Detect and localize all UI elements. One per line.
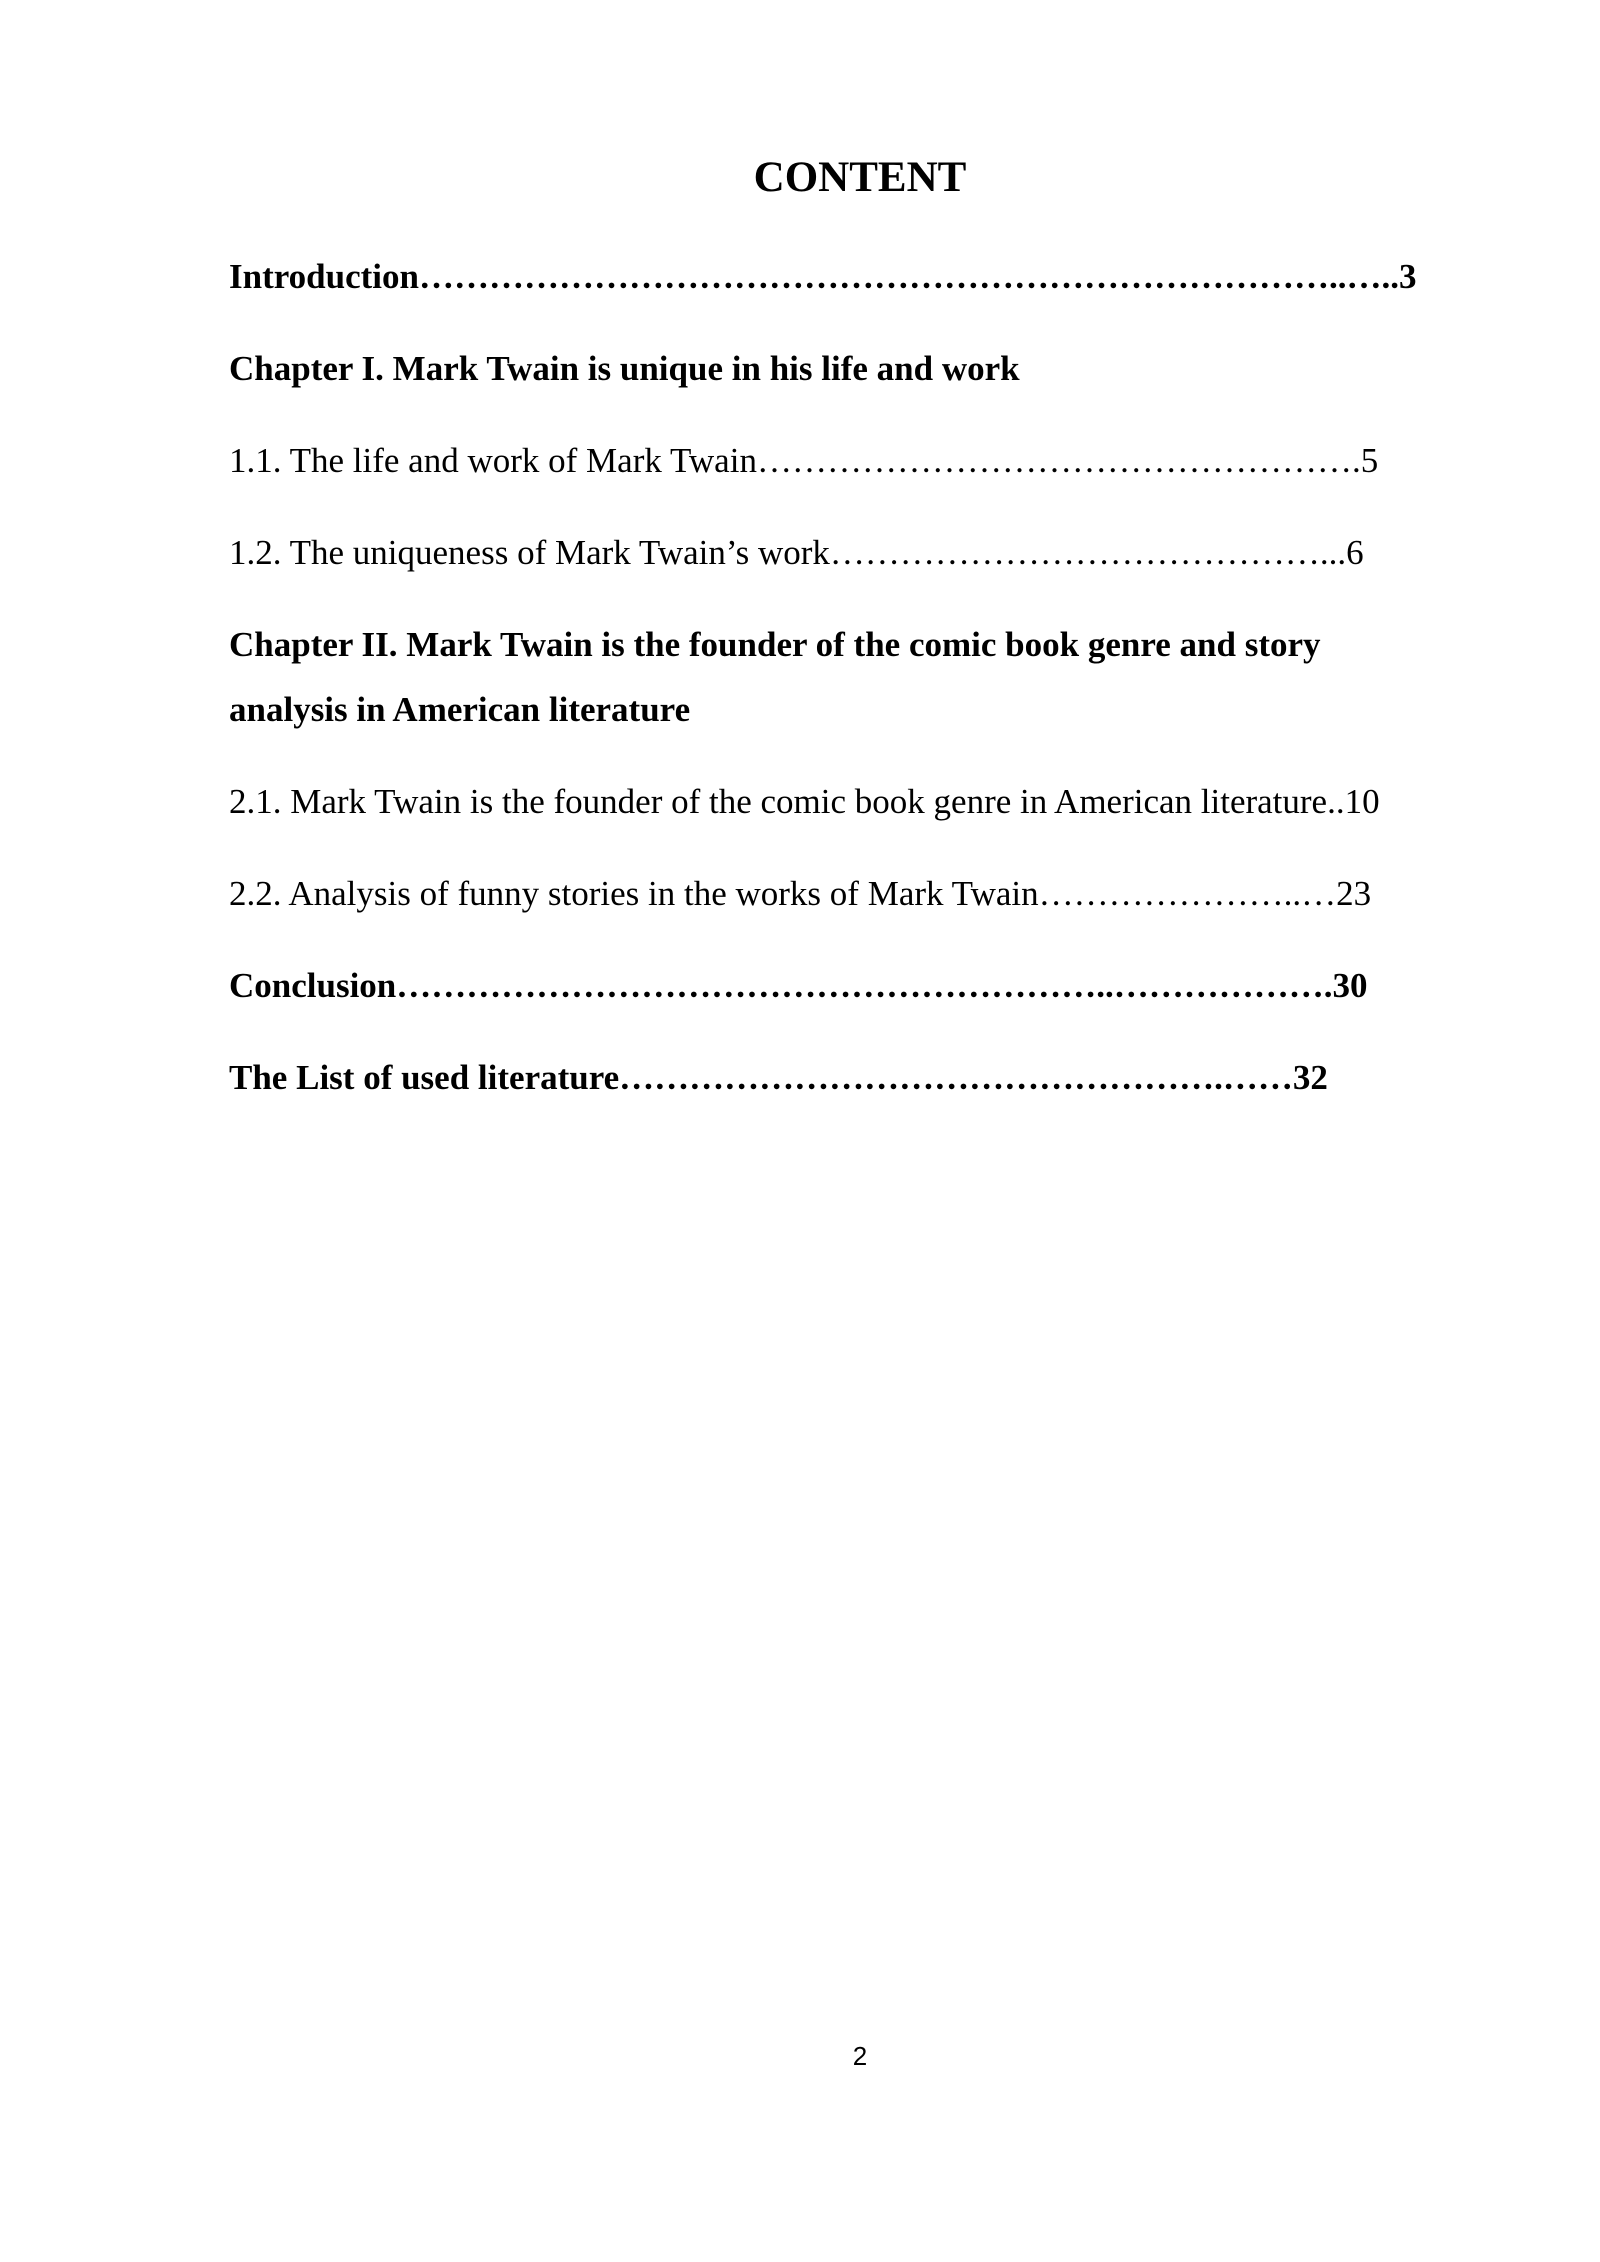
page-title: CONTENT <box>753 154 967 201</box>
toc-entry-conclusion: Conclusion……………………………………………………..……………….30 <box>229 966 1368 1005</box>
toc-entry-1-2: 1.2. The uniqueness of Mark Twain’s work……………………………………...6 <box>229 533 1364 572</box>
toc-entry-chapter-2-line-1: Chapter II. Mark Twain is the founder of the comic book genre and story <box>229 625 1321 664</box>
toc-entry-chapter-1: Chapter I. Mark Twain is unique in his life and work <box>229 349 1020 388</box>
page-number: 2 <box>852 2041 868 2071</box>
toc-entry-chapter-2-line-2: analysis in American literature <box>229 690 691 729</box>
toc-entry-1-1: 1.1. The life and work of Mark Twain…………………………………………….5 <box>229 441 1379 480</box>
toc-entry-introduction: Introduction……………………………………………………………………..…..3 <box>229 257 1417 296</box>
toc-entry-literature: The List of used literature…………………………………………….……32 <box>229 1058 1328 1097</box>
toc-entry-2-2: 2.2. Analysis of funny stories in the works of Mark Twain…………………..…23 <box>229 874 1372 913</box>
toc-entry-2-1: 2.1. Mark Twain is the founder of the comic book genre in American literature..10 <box>229 782 1380 821</box>
